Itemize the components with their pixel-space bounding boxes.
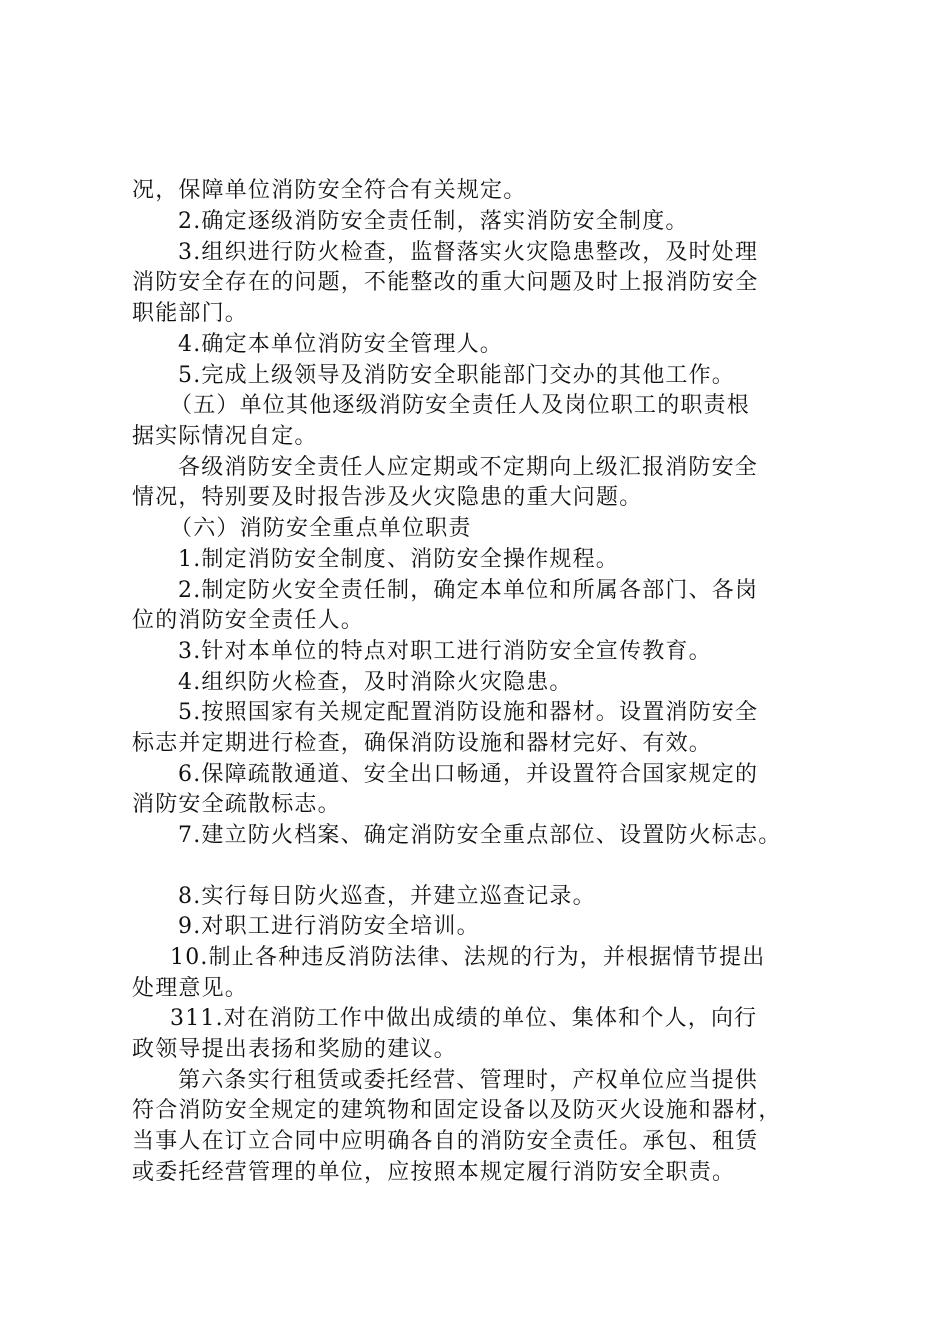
text-line: 政领导提出表扬和奖励的建议。 xyxy=(132,1037,457,1062)
text-line: 8.实行每日防火巡查，并建立巡查记录。 xyxy=(178,884,596,909)
text-line: 4.确定本单位消防安全管理人。 xyxy=(178,332,503,357)
text-line: 标志并定期进行检查，确保消防设施和器材完好、有效。 xyxy=(132,731,713,756)
text-line: 4.组织防火检查，及时消除火灾隐患。 xyxy=(178,670,573,695)
text-line: 7.建立防火档案、确定消防安全重点部位、设置防火标志。 xyxy=(178,823,782,848)
text-line: 3.针对本单位的特点对职工进行消防安全宣传教育。 xyxy=(178,639,712,664)
text-line: 6.保障疏散通道、安全出口畅通，并设置符合国家规定的 xyxy=(178,762,759,787)
text-line: 3.组织进行防火检查，监督落实火灾隐患整改，及时处理 xyxy=(178,240,759,265)
text-line: 据实际情况自定。 xyxy=(132,424,318,449)
text-line: 况，保障单位消防安全符合有关规定。 xyxy=(132,178,527,203)
text-line: 5.完成上级领导及消防安全职能部门交办的其他工作。 xyxy=(178,363,735,388)
text-line: 消防安全存在的问题，不能整改的重大问题及时上报消防安全 xyxy=(132,270,759,295)
text-line: 处理意见。 xyxy=(132,976,249,1001)
section-heading: （五）单位其他逐级消防安全责任人及岗位职工的职责根 xyxy=(170,393,751,418)
text-line: 消防安全疏散标志。 xyxy=(132,792,341,817)
text-line: 或委托经营管理的单位，应按照本规定履行消防安全职责。 xyxy=(132,1160,736,1185)
text-line: 职能部门。 xyxy=(132,301,249,326)
text-line: 位的消防安全责任人。 xyxy=(132,608,365,633)
text-line: 5.按照国家有关规定配置消防设施和器材。设置消防安全 xyxy=(178,700,759,725)
text-line: 各级消防安全责任人应定期或不定期向上级汇报消防安全 xyxy=(178,455,759,480)
section-heading: （六）消防安全重点单位职责 xyxy=(170,516,472,541)
text-line: 符合消防安全规定的建筑物和固定设备以及防灭火设施和器材， xyxy=(132,1098,782,1123)
text-line: 1.制定消防安全制度、消防安全操作规程。 xyxy=(178,547,619,572)
text-line: 2.制定防火安全责任制，确定本单位和所属各部门、各岗 xyxy=(178,578,759,603)
text-line: 311.对在消防工作中做出成绩的单位、集体和个人，向行 xyxy=(170,1006,758,1031)
text-line: 10.制止各种违反消防法律、法规的行为，并根据情节提出 xyxy=(170,945,766,970)
text-line: 9.对职工进行消防安全培训。 xyxy=(178,914,480,939)
text-line: 情况，特别要及时报告涉及火灾隐患的重大问题。 xyxy=(132,485,643,510)
text-line: 2.确定逐级消防安全责任制，落实消防安全制度。 xyxy=(178,209,689,234)
text-line: 第六条实行租赁或委托经营、管理时，产权单位应当提供 xyxy=(178,1068,759,1093)
text-line: 当事人在订立合同中应明确各自的消防安全责任。承包、租赁 xyxy=(132,1129,759,1154)
